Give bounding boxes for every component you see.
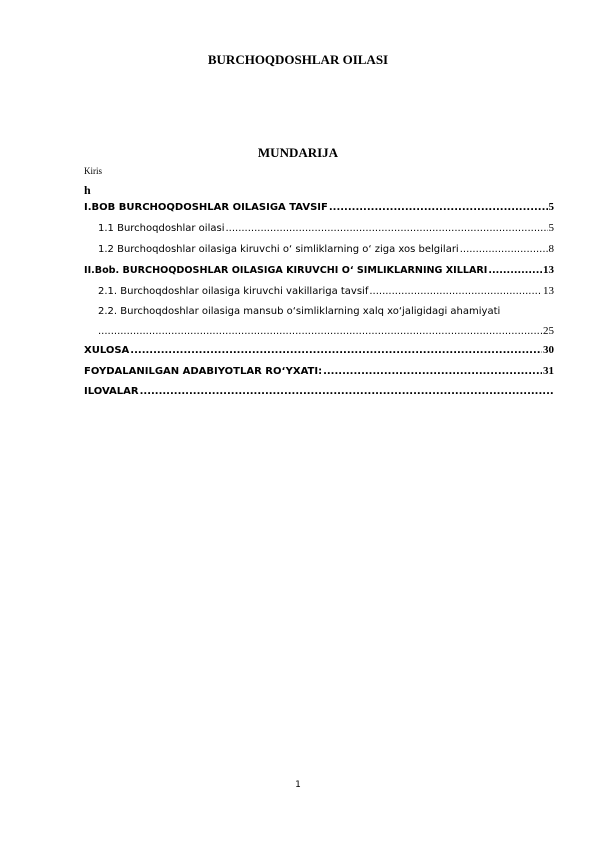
- toc-entry-2-2[interactable]: [84, 306, 554, 344]
- toc-entry-text: 2.2. Burchoqdoshlar oilasiga mansub o‘simliklarning xalq xo‘jaligidagi ahamiyati: [98, 306, 501, 317]
- toc-entry-page: 25: [543, 325, 554, 337]
- toc-entry-text: XULOSA: [84, 345, 130, 356]
- toc-entry-page: 13: [543, 264, 554, 276]
- table-of-contents: [84, 201, 554, 407]
- toc-entry-text: ILOVALAR: [84, 386, 139, 397]
- toc-entry-appendices[interactable]: [84, 386, 554, 407]
- toc-entry-2-1[interactable]: [84, 285, 554, 306]
- toc-entry-text: II.Bob. BURCHOQDOSHLAR OILASIGA KIRUVCHI O‘ SIMLIKLARNING XILLARI: [84, 265, 488, 276]
- toc-leader-dots: [140, 386, 553, 397]
- document-title: BURCHOQDOSHLAR OILASI: [207, 52, 389, 67]
- toc-entry-leader-line: [84, 325, 554, 337]
- toc-entry-1-2[interactable]: [84, 243, 554, 264]
- toc-entry-chapter-2[interactable]: [84, 264, 554, 285]
- toc-leader-dots: [225, 223, 547, 234]
- toc-entry-page: 5: [548, 201, 554, 213]
- toc-entry-conclusion[interactable]: [84, 344, 554, 365]
- toc-leader-dots: [488, 265, 542, 276]
- toc-entry-references[interactable]: [84, 365, 554, 386]
- toc-entry-text: 2.1. Burchoqdoshlar oilasiga kiruvchi vakillariga tavsif: [98, 286, 369, 297]
- toc-leader-dots: [369, 286, 542, 297]
- toc-entry-text: 1.1 Burchoqdoshlar oilasi: [98, 223, 225, 234]
- toc-entry-page: 5: [548, 222, 554, 234]
- toc-entry-page: 31: [543, 365, 554, 377]
- toc-entry-text: I.BOB BURCHOQDOSHLAR OILASIGA TAVSIF: [84, 202, 328, 213]
- toc-heading: MUNDARIJA: [257, 145, 339, 160]
- toc-entry-page: 30: [543, 344, 554, 356]
- toc-entry-page: 8: [548, 243, 554, 255]
- toc-leader-dots: [460, 244, 548, 255]
- toc-entry-chapter-1[interactable]: [84, 201, 554, 222]
- toc-entry-text: FOYDALANILGAN ADABIYOTLAR RO‘YXATI:: [84, 366, 323, 377]
- toc-leader-dots: [98, 326, 543, 337]
- toc-leader-dots: [130, 345, 542, 356]
- page-number: 1: [295, 780, 301, 790]
- toc-entry-page: 13: [543, 285, 554, 297]
- toc-leader-dots: [329, 202, 548, 213]
- toc-leader-dots: [323, 366, 542, 377]
- toc-entry-1-1[interactable]: [84, 222, 554, 243]
- toc-entry-text: 1.2 Burchoqdoshlar oilasiga kiruvchi o‘ simliklarning o‘ ziga xos belgilari: [98, 244, 459, 255]
- h-letter: h: [84, 183, 91, 197]
- kiris-label: Kiris: [84, 166, 102, 176]
